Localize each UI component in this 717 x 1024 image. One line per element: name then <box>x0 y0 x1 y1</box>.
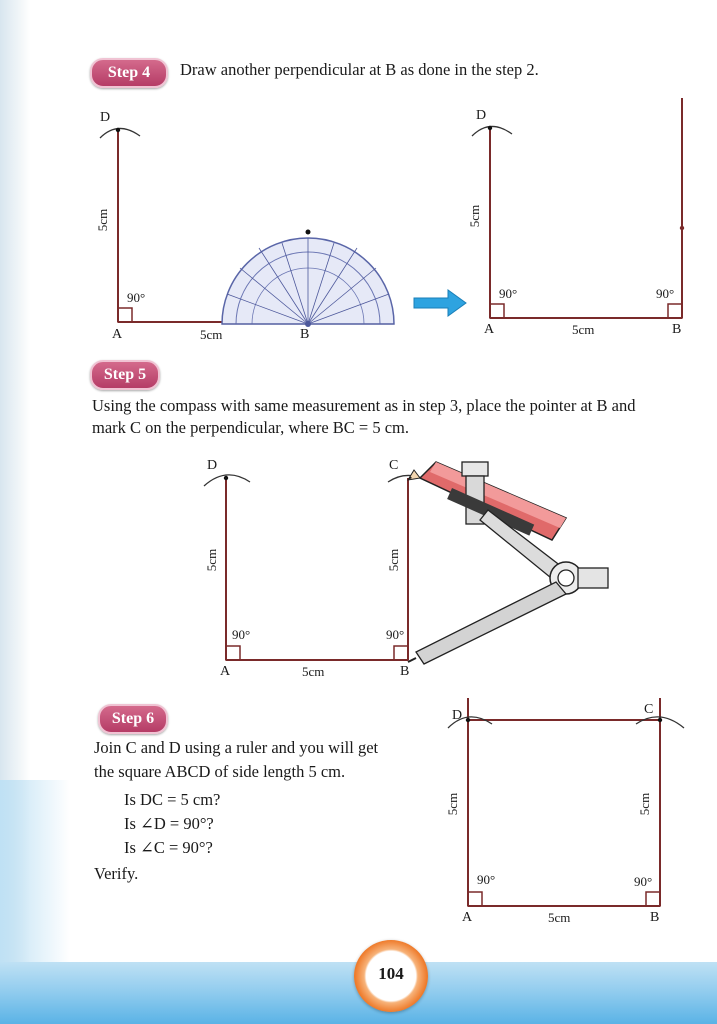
step5-instruction-line2: mark C on the perpendicular, where BC = 5 cm. <box>92 418 410 437</box>
step4-right-label-b: B <box>672 322 682 337</box>
step5-badge: Step 5 <box>90 360 160 390</box>
step6-label-a: A <box>462 910 473 925</box>
step5-label-a: A <box>220 664 231 679</box>
step6-instruction-line2: the square ABCD of side length 5 cm. <box>94 762 346 781</box>
step4-right-side-label: 5cm <box>467 204 483 228</box>
step6-base-label: 5cm <box>548 910 571 925</box>
step6-badge: Step 6 <box>98 704 168 734</box>
step6-angle-a: 90° <box>477 872 496 887</box>
step4-right-angle-a: 90° <box>499 286 518 301</box>
step6-instruction-line1: Join C and D using a ruler and you will get <box>94 738 379 757</box>
step6-question-dc: Is DC = 5 cm? <box>124 790 221 809</box>
step6-label-d: D <box>452 708 463 723</box>
step5-label-b: B <box>400 664 410 679</box>
step5-label-c: C <box>389 458 399 473</box>
step5-label-d: D <box>207 458 218 473</box>
step5-instruction-line1: Using the compass with same measurement as in step 3, place the pointer at B and <box>92 396 636 415</box>
step4-left-base-label: 5cm <box>200 327 223 342</box>
step4-right-angle-b: 90° <box>656 286 675 301</box>
step5-angle-a: 90° <box>232 627 251 642</box>
step4-left-label-a: A <box>112 327 123 342</box>
step4-left-label-d: D <box>100 110 111 125</box>
step6-question-angle-d: Is ∠D = 90°? <box>124 814 214 833</box>
step4-instruction: Draw another perpendicular at B as done in the step 2. <box>180 60 539 79</box>
step6-angle-b: 90° <box>634 874 653 889</box>
step6-side-left-label: 5cm <box>445 792 461 816</box>
step4-left-side-label: 5cm <box>95 208 111 232</box>
step5-angle-b: 90° <box>386 627 405 642</box>
step5-side-left-label: 5cm <box>204 548 220 572</box>
step4-badge: Step 4 <box>90 58 168 88</box>
step5-base-label: 5cm <box>302 664 325 679</box>
step4-right-base-label: 5cm <box>572 322 595 337</box>
step6-question-angle-c: Is ∠C = 90°? <box>124 838 213 857</box>
step4-right-label-a: A <box>484 322 495 337</box>
step4-right-label-d: D <box>476 108 487 123</box>
step5-side-right-label: 5cm <box>386 548 402 572</box>
step6-side-right-label: 5cm <box>637 792 653 816</box>
step6-verify: Verify. <box>94 864 139 883</box>
page-number: 104 <box>378 964 404 983</box>
step4-left-label-b: B <box>300 327 310 342</box>
step6-label-b: B <box>650 910 660 925</box>
step6-label-c: C <box>644 702 654 717</box>
step4-left-angle-label: 90° <box>127 290 146 305</box>
